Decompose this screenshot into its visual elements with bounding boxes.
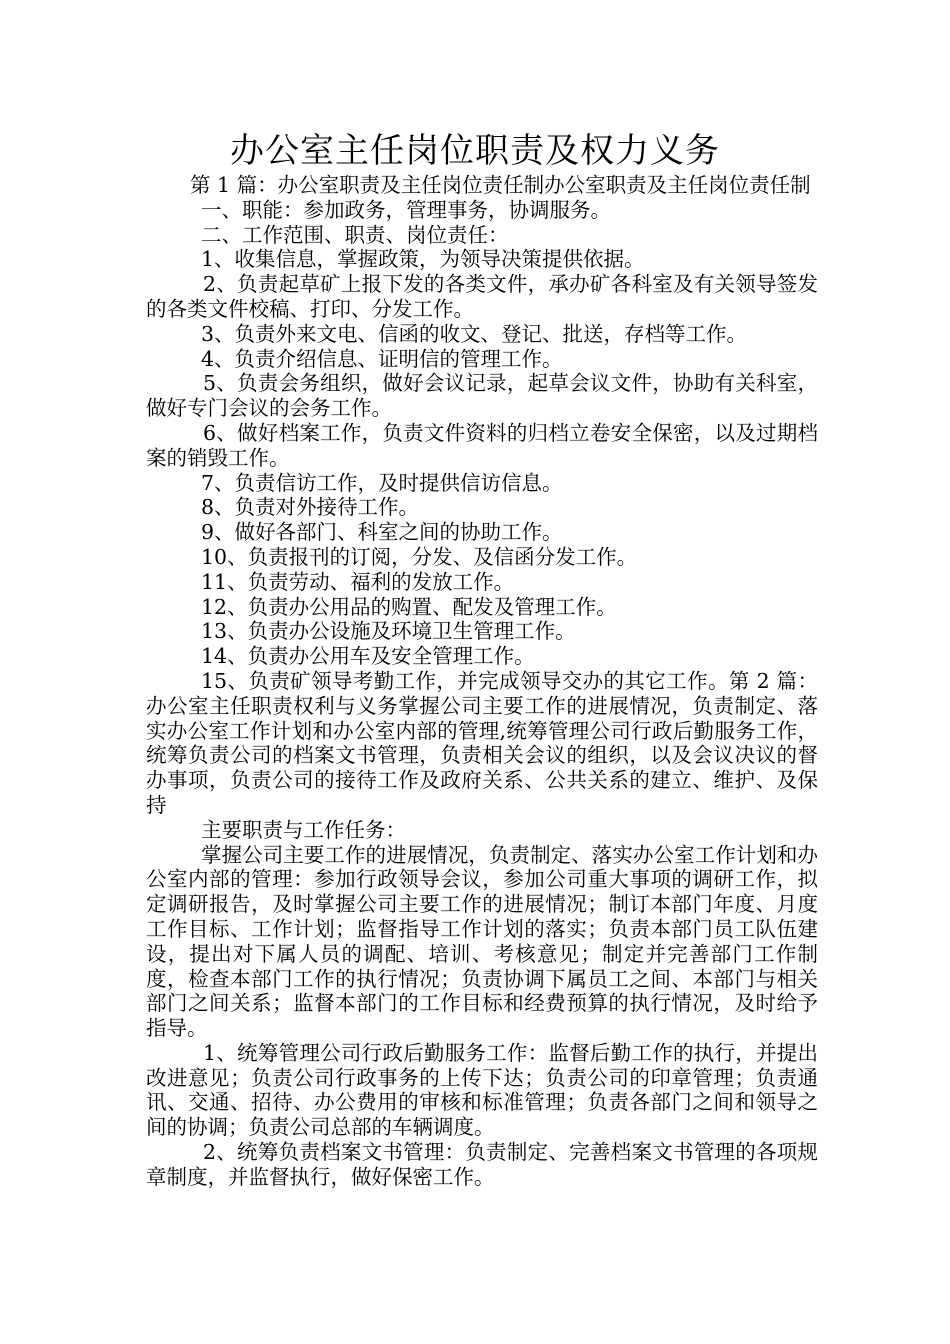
document-title: 办公室主任岗位职责及权力义务 xyxy=(230,131,720,171)
paragraph-item-13: 13、负责办公设施及环境卫生管理工作。 xyxy=(201,619,576,644)
paragraph-scope-heading: 二、工作范围、职责、岗位责任： xyxy=(201,222,509,247)
paragraph-item-7: 7、负责信访工作，及时提供信访信息。 xyxy=(201,470,563,495)
paragraph-main-duties: 掌握公司主要工作的进展情况，负责制定、落实办公室工作计划和办公室内部的管理：参加行政领导会议，参加公司重大事项的调研工作，拟定调研报告，及时掌握公司主要工作的进展情况；制订本部门年度、月度工作目标、工作计划；监督指导工作计划的落实；负责本部门员工队伍建设，提出对下属人员的调配、培训、考核意见；制定并完善部门工作制度，检查本部门工作的执行情况；负责协调下属员工之间、本部门与相关部门之间关系；监督本部门的工作目标和经费预算的执行情况，及时给予指导。 xyxy=(146,842,818,1041)
paragraph-item-4: 4、负责介绍信息、证明信的管理工作。 xyxy=(201,346,563,371)
paragraph-item-11: 11、负责劳动、福利的发放工作。 xyxy=(201,569,515,594)
paragraph-item-14: 14、负责办公用车及安全管理工作。 xyxy=(201,644,535,669)
paragraph-item-8: 8、负责对外接待工作。 xyxy=(201,495,420,520)
paragraph-item-6: 6、做好档案工作，负责文件资料的归档立卷安全保密，以及过期档案的销毁工作。 xyxy=(146,420,818,470)
paragraph-item-1: 1、收集信息，掌握政策，为领导决策提供依据。 xyxy=(201,247,645,272)
paragraph-duty-2: 2、统筹负责档案文书管理：负责制定、完善档案文书管理的各项规章制度，并监督执行，做好保密工作。 xyxy=(146,1140,818,1189)
paragraph-item-15-and-part2: 15、负责矿领导考勤工作，并完成领导交办的其它工作。第 2 篇：办公室主任职责权利与义务掌握公司主要工作的进展情况，负责制定、落实办公室工作计划和办公室内部的管理,统筹管理公司行政后勤服务工作，统筹负责公司的档案文书管理，负责相关会议的组织，以及会议决议的督办事项，负责公司的接待工作及政府关系、公共关系的建立、维护、及保持 xyxy=(146,668,818,817)
paragraph-main-duties-heading: 主要职责与工作任务： xyxy=(201,817,406,842)
paragraph-duty-1: 1、统筹管理公司行政后勤服务工作：监督后勤工作的执行，并提出改进意见；负责公司行政事务的上传下达；负责公司的印章管理；负责通讯、交通、招待、办公费用的审核和标准管理；负责各部门之间和领导之间的协调；负责公司总部的车辆调度。 xyxy=(146,1040,818,1140)
paragraph-part1-heading: 第 1 篇：办公室职责及主任岗位责任制办公室职责及主任岗位责任制 xyxy=(190,173,811,197)
paragraph-item-5: 5、负责会务组织，做好会议记录，起草会议文件，协助有关科室，做好专门会议的会务工作。 xyxy=(146,371,818,421)
paragraph-function: 一、职能：参加政务，管理事务，协调服务。 xyxy=(201,197,611,222)
paragraph-item-9: 9、做好各部门、科室之间的协助工作。 xyxy=(201,520,563,545)
paragraph-item-12: 12、负责办公用品的购置、配发及管理工作。 xyxy=(201,594,617,619)
paragraph-item-3: 3、负责外来文电、信函的收文、登记、批送，存档等工作。 xyxy=(201,321,748,346)
document-body xyxy=(146,173,818,1190)
paragraph-item-10: 10、负责报刊的订阅，分发、及信函分发工作。 xyxy=(201,544,638,569)
paragraph-item-2: 2、负责起草矿上报下发的各类文件，承办矿各科室及有关领导签发的各类文件校稿、打印、分发工作。 xyxy=(146,272,818,321)
